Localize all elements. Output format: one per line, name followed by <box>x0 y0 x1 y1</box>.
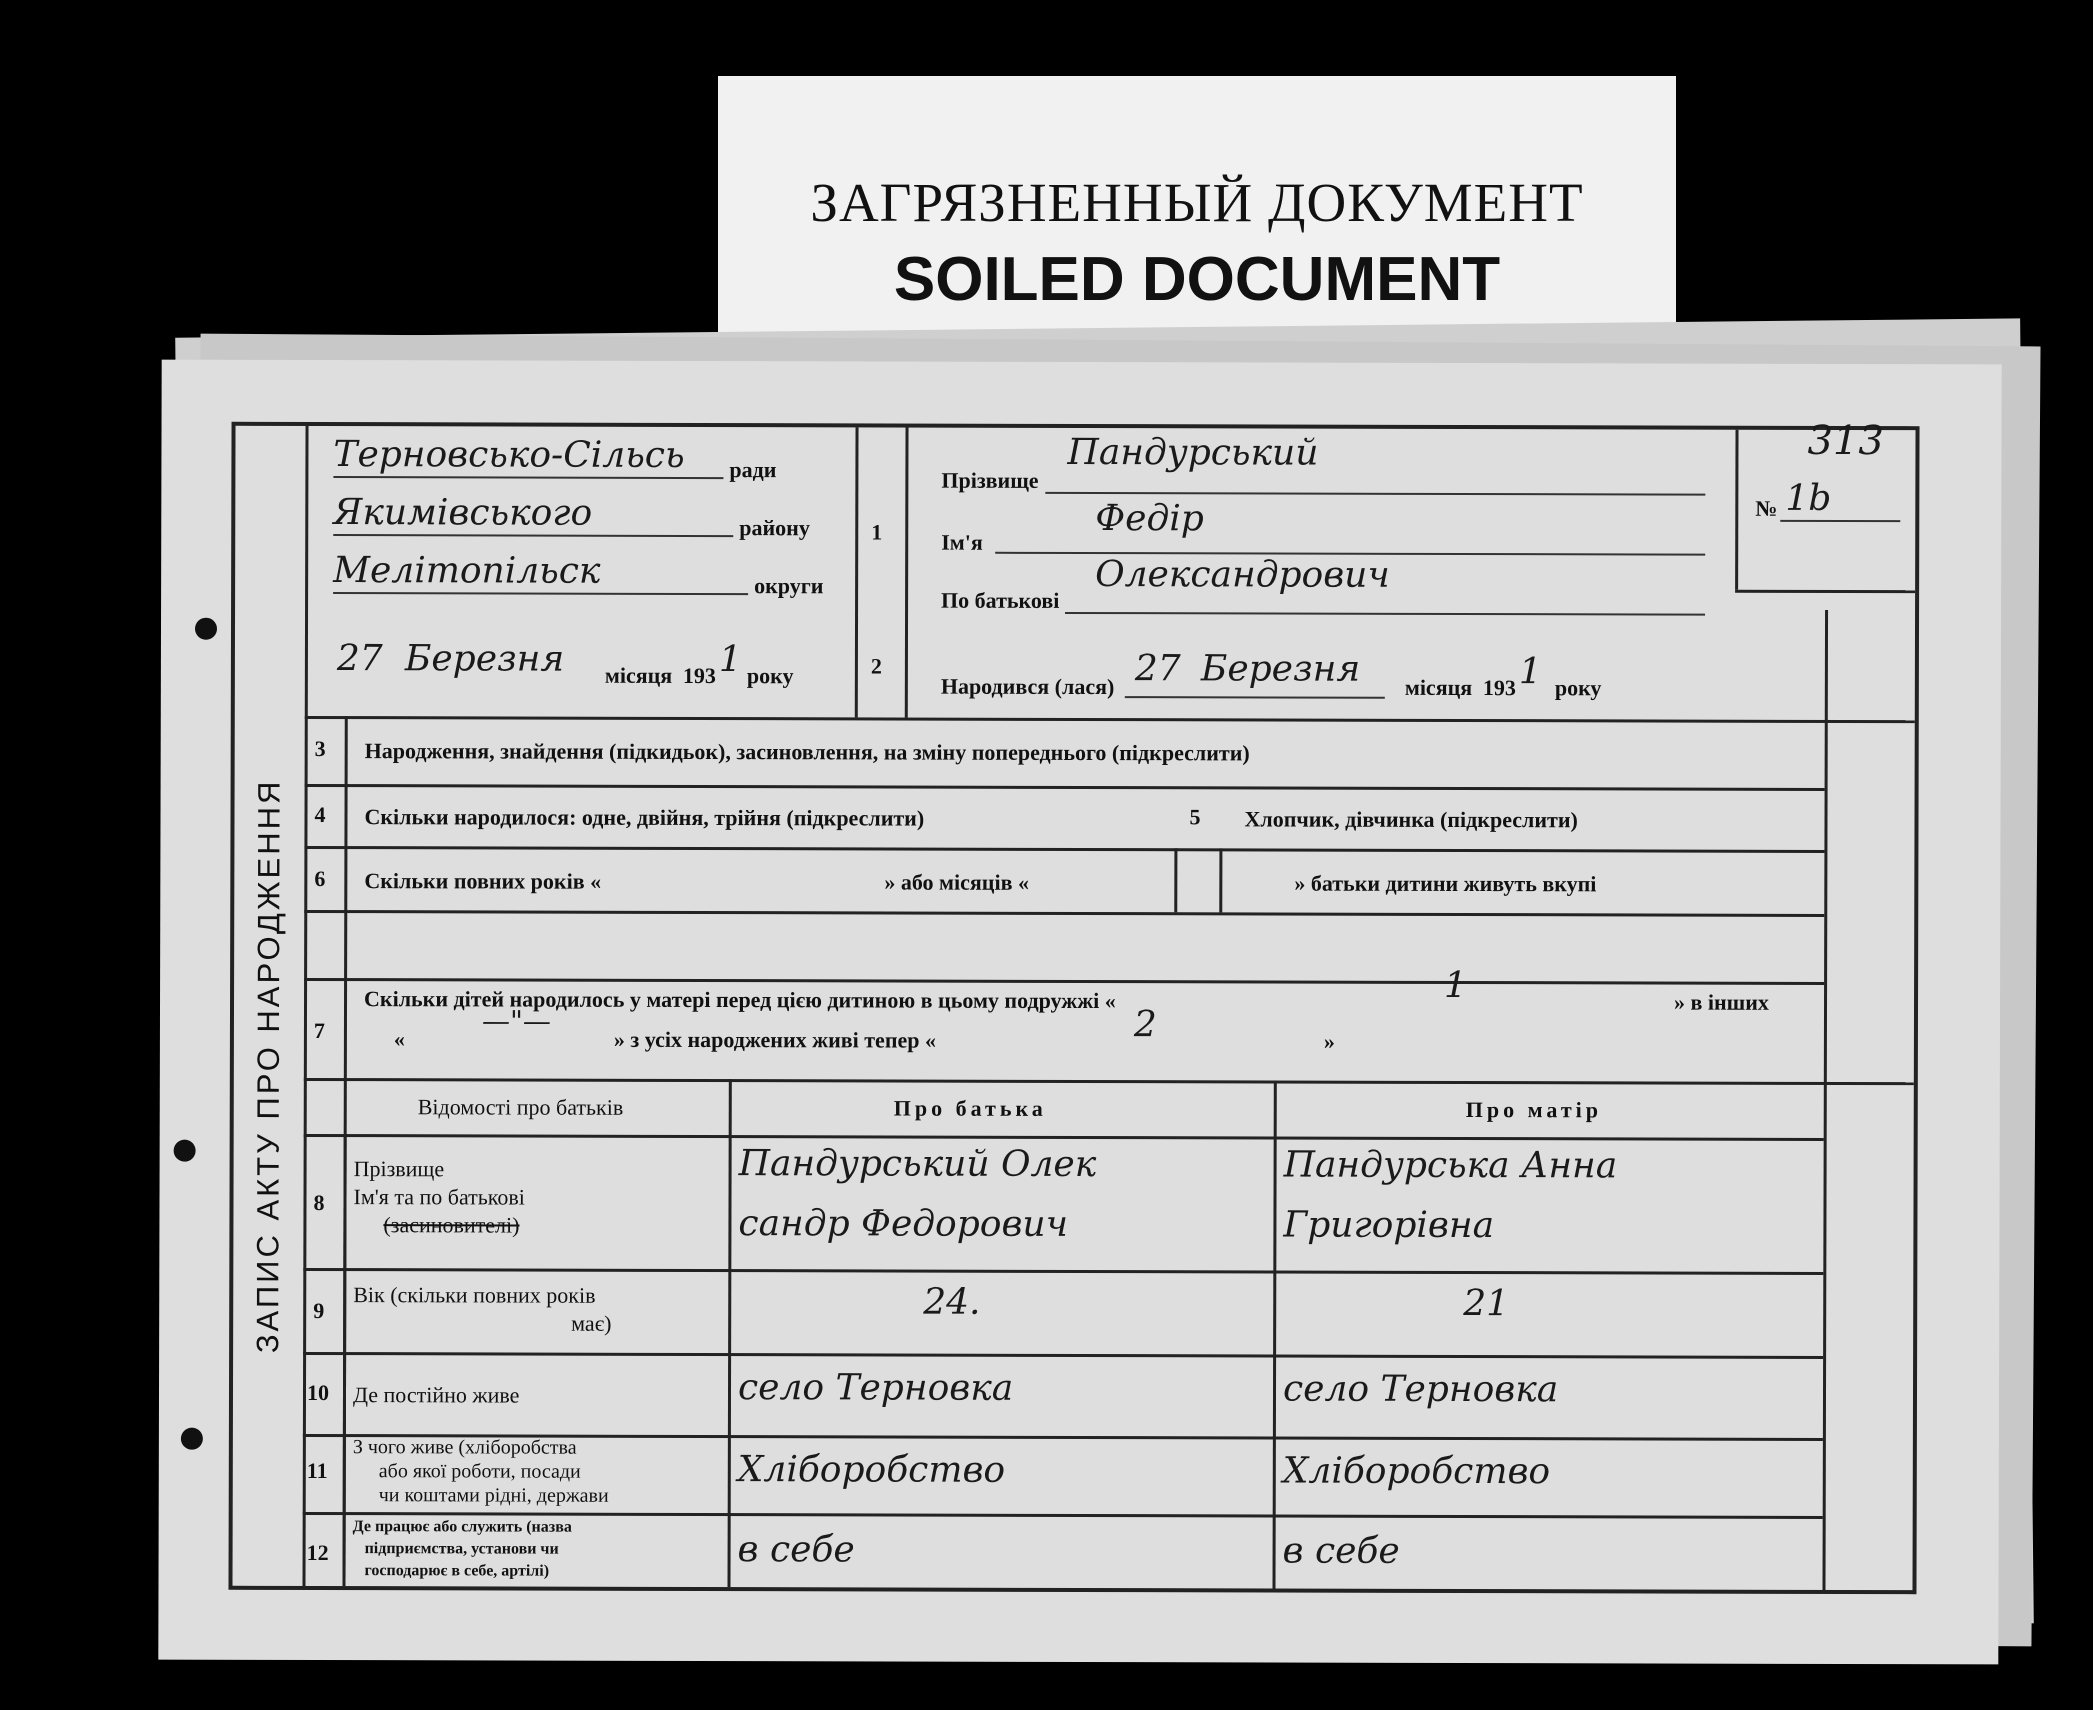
row7-text-b: » в інших <box>1673 989 1769 1015</box>
father-name-line-2: сандр Федорович <box>738 1203 1069 1245</box>
row-number-9: 9 <box>313 1297 325 1324</box>
father-name-line-1: Пандурський Олек <box>738 1143 1097 1186</box>
header-mother: Про матір <box>1465 1097 1603 1123</box>
father-workplace: в себе <box>737 1529 855 1571</box>
rada-label: ради <box>729 457 777 483</box>
mother-occupation: Хліборобство <box>1282 1450 1551 1493</box>
row7-text-e: » <box>1323 1028 1335 1054</box>
okrug-label: округи <box>754 573 824 599</box>
row8-label-3: (засиновителі) <box>383 1212 520 1238</box>
name-label: Ім'я <box>941 529 983 555</box>
punch-hole <box>174 1140 196 1162</box>
reg-year-prefix: 193 <box>682 662 716 689</box>
row8-label-1: Прізвище <box>353 1156 445 1182</box>
reg-month-label: місяця <box>604 662 673 688</box>
label-russian: ЗАГРЯЗНЕННЫЙ ДОКУМЕНТ <box>810 172 1584 233</box>
row10-label: Де постійно живе <box>352 1382 520 1408</box>
side-title: ЗАПИС АКТУ ПРО НАРОДЖЕННЯ <box>250 778 287 1354</box>
father-occupation: Хліборобство <box>737 1449 1006 1491</box>
row6-together-label: » батьки дитини живуть вкупі <box>1294 870 1597 897</box>
label-english: SOILED DOCUMENT <box>893 245 1501 314</box>
side-title-column <box>232 426 308 1586</box>
row7-value-3: 2 <box>1133 1004 1157 1046</box>
row12-label-3: господарює в себе, артілі) <box>364 1562 550 1580</box>
surname-value: Пандурський <box>1067 431 1319 474</box>
mother-age: 21 <box>1463 1283 1510 1325</box>
patronymic-value: Олександрович <box>1095 554 1390 596</box>
reg-year-label: року <box>746 663 794 689</box>
rayon-value: Якимівського <box>333 492 593 534</box>
mother-residence: село Терновка <box>1282 1368 1559 1411</box>
row11-label-1: З чого живе (хліборобства <box>352 1436 577 1459</box>
row7-value-1: 1 <box>1444 964 1468 1007</box>
born-year-label: року <box>1554 675 1602 701</box>
birth-record-card <box>158 360 2001 1665</box>
row9-label-2: має) <box>571 1310 612 1336</box>
patronymic-label: По батькові <box>941 587 1060 613</box>
reg-year-suffix: 1 <box>718 639 742 681</box>
row-number-10: 10 <box>306 1379 330 1406</box>
row4-text: Скільки народилося: одне, двійня, трійня (підкреслити) <box>364 804 925 831</box>
header-parents-info: Відомості про батьків <box>417 1094 624 1120</box>
rada-value: Терновсько-Сільсь <box>333 434 685 476</box>
row12-label-1: Де працює або служить (назва <box>352 1518 572 1536</box>
row12-label-2: підприємства, установи чи <box>364 1540 559 1558</box>
surname-label: Прізвище <box>941 467 1039 493</box>
mother-name-line-2: Григорівна <box>1283 1204 1495 1247</box>
row8-label-2: Ім'я та по батькові <box>353 1184 525 1210</box>
form-grid <box>228 417 1919 1594</box>
row11-label-2: або якої роботи, посади <box>378 1460 581 1483</box>
row7-text-c: « <box>393 1026 405 1052</box>
row3-text: Народження, знайдення (підкидьок), засиновлення, на зміну попереднього (підкреслити) <box>364 738 1250 766</box>
born-day: 27 <box>1134 648 1181 690</box>
row6-months-label: » або місяців « <box>884 869 1030 895</box>
born-year-suffix: 1 <box>1518 651 1542 693</box>
row-number-12: 12 <box>306 1539 329 1566</box>
punch-hole <box>195 618 217 640</box>
record-number-top: 313 <box>1807 417 1884 465</box>
row-number-2: 2 <box>870 653 882 679</box>
row5-text: Хлопчик, дівчинка (підкреслити) <box>1244 806 1578 833</box>
row-number-6: 6 <box>314 865 326 892</box>
father-age: 24. <box>923 1281 981 1323</box>
born-month-label: місяця <box>1404 674 1473 701</box>
row-number-8: 8 <box>313 1189 325 1216</box>
record-number-label: № <box>1755 495 1778 521</box>
record-number-value: 1b <box>1785 477 1832 519</box>
name-value: Федір <box>1095 498 1204 540</box>
father-residence: село Терновка <box>737 1367 1014 1409</box>
row-number-3: 3 <box>314 735 326 762</box>
rayon-label: району <box>739 515 810 541</box>
row7-text-a: Скільки дітей народилось у матері перед цією дитиною в цьому подружжі « <box>363 986 1116 1014</box>
header-father: Про батька <box>893 1095 1047 1121</box>
row11-label-3: чи коштами рідні, держави <box>378 1484 609 1507</box>
reg-day: 27 <box>336 638 383 680</box>
punch-hole <box>181 1428 203 1450</box>
row-number-11: 11 <box>306 1457 328 1484</box>
reg-month: Березня <box>404 638 565 680</box>
row-number-1: 1 <box>871 519 883 545</box>
row-number-4: 4 <box>314 801 326 828</box>
row6-years-label: Скільки повних років « <box>364 868 602 894</box>
mother-name-line-1: Пандурська Анна <box>1283 1144 1618 1187</box>
born-month: Березня <box>1200 648 1361 690</box>
row-number-7: 7 <box>313 1017 325 1044</box>
mother-workplace: в себе <box>1282 1530 1400 1572</box>
row-number-5: 5 <box>1189 804 1201 830</box>
okrug-value: Мелітопільск <box>333 550 601 592</box>
row7-value-2: —"— <box>481 1004 551 1038</box>
born-year-prefix: 193 <box>1482 675 1516 701</box>
row7-text-d: » з усіх народжених живі тепер « <box>613 1026 937 1053</box>
row9-label-1: Вік (скільки повних років <box>353 1282 596 1308</box>
born-label: Народився (лася) <box>940 673 1115 700</box>
